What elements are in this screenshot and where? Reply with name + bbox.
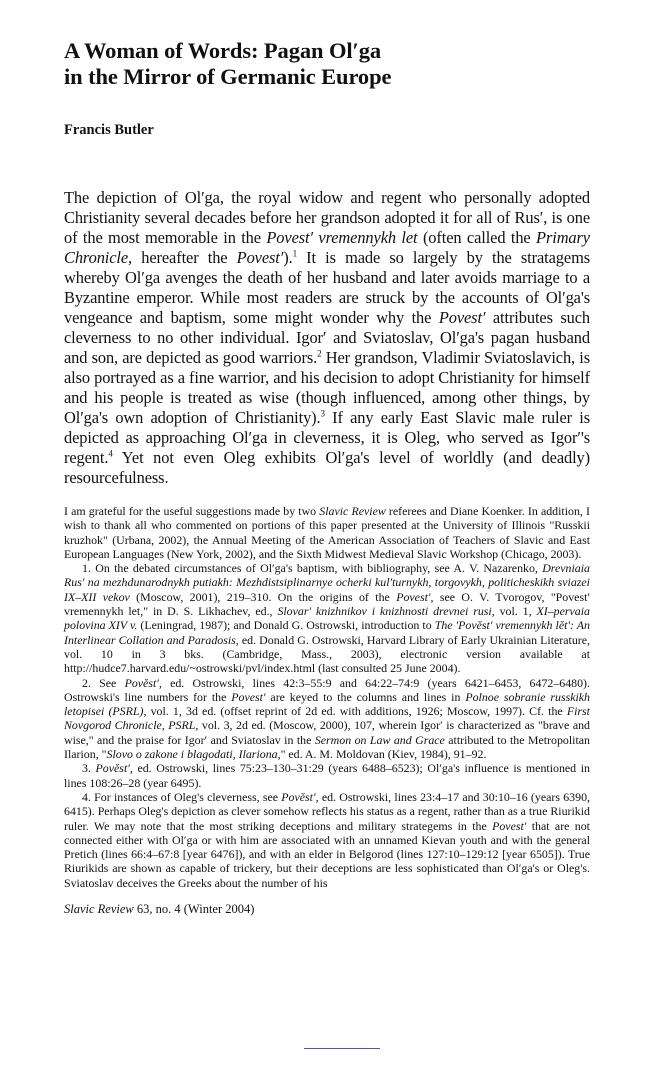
- page-rule: [304, 1048, 380, 1049]
- author-name: Francis Butler: [64, 122, 154, 138]
- footnote-ref-2: 2: [317, 348, 322, 359]
- footnote-ref-4: 4: [108, 448, 113, 459]
- body-paragraph: The depiction of Ol′ga, the royal widow and regent who personally adopted Christianity several decades before her grandson adopted it for all of Rus′, is one of the most memorable in the Povest′ vremennykh let (often called the Primary Chronicle, hereafter the Povest′).$^1$ It is made so largely by the stratagems whereby Ol′ga avenges the death of her husband and later avoids marriage to a Byzantine emperor. While most readers are struck by the accounts of Ol′ga's vengeance and baptism, some might wonder why the Povest′ attributes such cleverness to no other individual. Igor′ and Sviatoslav, Ol′ga's pagan husband and son, are depicted as good warriors.$^2$ Her grandson, Vladimir Sviatoslavich, is also portrayed as a fine warrior, and his decision to adopt Christianity for himself and his people is treated as wise (though influenced, among other things, by Ol′ga's own adoption of Christianity).$^3$ If any early East Slavic male ruler is depicted as approaching Ol′ga in cleverness, it is Oleg, who served as Igor′'s regent.$^4$ Yet not even Oleg exhibits Ol′ga's level of worldly (and deadly) resourcefulness.: [64, 188, 591, 487]
- footnote-3: 3. Povĕst′, ed. Ostrowski, lines 75:23–130–31:29 (years 6488–6523); Ol′ga's influence is mentioned in lines 108:26–28 (year 6495).: [64, 761, 590, 790]
- title-line-2: in the Mirror of Germanic Europe: [64, 64, 392, 89]
- footnotes: [64, 504, 590, 890]
- footnote-4: 4. For instances of Oleg's cleverness, see Povĕst′, ed. Ostrowski, lines 23:4–17 and 30:10–16 (years 6390, 6415). Perhaps Oleg's depiction as clever somehow reflects his status as a regent, rather than as a true Riurikid ruler. We may note that the most striking deceptions and military strategems in the Povest′ that are not connected either with Ol′ga or with him are associated with an unnamed Kievan youth and with the general Pretich (lines 66:4–67:8 [year 6476]), and with an elder in Belgorod (lines 127:10–129:12 [year 6505]). True Riurikids are shown as capable of trickery, but their deceptions are less sophisticated than Ol′ga's or Oleg's. Sviatoslav deceives the Greeks about the number of his: [64, 789, 590, 890]
- acknowledgment-note: I am grateful for the useful suggestions made by two Slavic Review referees and Diane Koenker. In addition, I wish to thank all who commented on portions of this paper presented at the University of Illinois "Russkii kruzhok" (Urbana, 2002), the Annual Meeting of the American Association of Teachers of Slavic and East European Languages (New York, 2002), and the Sixth Midwest Medieval Slavic Workshop (Chicago, 2003).: [64, 504, 591, 561]
- footnote-ref-3: 3: [320, 408, 325, 419]
- footnote-ref-1: 1: [292, 248, 297, 259]
- article-page: [64, 38, 590, 917]
- journal-citation: Slavic Review 63, no. 4 (Winter 2004): [64, 902, 255, 917]
- title-line-1: A Woman of Words: Pagan Ol′ga: [64, 38, 382, 63]
- footnote-1: 1. On the debated circumstances of Ol′ga's baptism, with bibliography, see A. V. Nazarenko, Drevniaia Rus′ na mezhdunarodnykh putiakh: Mezhdistsiplinarnye ocherki kul′turnykh, torgovykh, politicheskikh sviazei IX–XII vekov (Moscow, 2001), 219–310. On the origins of the Povest′, see O. V. Tvorogov, "Povest′ vremennykh let," in D. S. Likhachev, ed., Slovar′ knizhnikov i knizhnosti drevnei rusi, vol. 1, XI–pervaia polovina XIV v. (Leningrad, 1987); and Donald G. Ostrowski, introduction to The 'Povĕst′ vremennykh lĕt': An Interlinear Collation and Paradosis, ed. Donald G. Ostrowski, Harvard Library of Early Ukrainian Literature, vol. 10 in 3 bks. (Cambridge, Mass., 2003), electronic version available at http://hudce7.harvard.edu/~ostrowski/pvl/index.html (last consulted 25 June 2004).: [64, 561, 591, 676]
- article-title: [64, 38, 590, 90]
- footnote-2: 2. See Povĕst′, ed. Ostrowski, lines 42:3–55:9 and 64:22–74:9 (years 6421–6453, 6472–6480). Ostrowski's line numbers for the Povest′ are keyed to the columns and lines in Polnoe sobranie russkikh letopisei (PSRL), vol. 1, 3d ed. (offset reprint of 2d ed. with additions, 1926; Moscow, 1997). Cf. the First Novgorod Chronicle, PSRL, vol. 3, 2d ed. (Moscow, 2000), 107, wherein Igor′ is characterized as "brave and wise," and the praise for Igor′ and Sviatoslav in the Sermon on Law and Grace attributed to the Metropolitan Ilarion, "Slovo o zakone i blagodati, Ilariona," ed. A. M. Moldovan (Kiev, 1984), 91–92.: [64, 675, 591, 762]
